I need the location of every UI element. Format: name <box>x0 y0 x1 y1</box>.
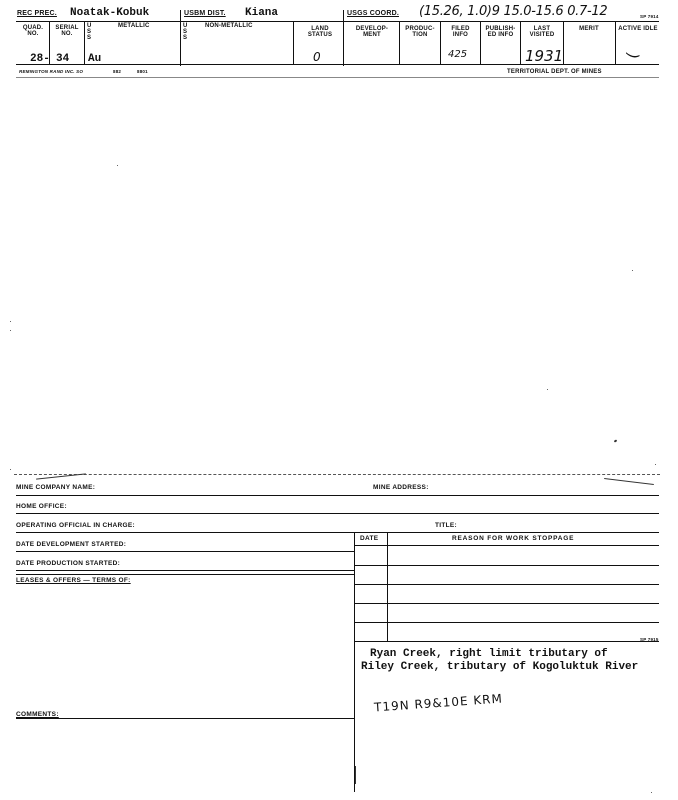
stoppage-row-rule <box>354 584 659 585</box>
col-sep-land <box>293 22 294 64</box>
stoppage-row-rule <box>354 641 659 642</box>
record-active-idle: ) <box>623 53 642 59</box>
col-sep-usgs <box>343 10 344 66</box>
col-land-status: LAND STATUS <box>307 26 333 38</box>
title-label: TITLE: <box>435 522 458 529</box>
scan-speck <box>547 389 548 390</box>
col-sep-active <box>615 22 616 64</box>
date-column-divider <box>387 532 388 641</box>
scan-speck <box>10 321 11 322</box>
stoppage-row-rule <box>354 565 659 566</box>
form-number-bottom: SP 7915 <box>640 637 659 642</box>
stoppage-row-rule <box>354 603 659 604</box>
scan-speck <box>10 330 11 331</box>
col-sep-production <box>399 22 400 64</box>
department-name: TERRITORIAL DEPT. OF MINES <box>507 69 602 75</box>
col-active-idle: ACTIVE IDLE <box>618 26 658 32</box>
location-note-line1: Ryan Creek, right limit tributary of <box>370 648 608 660</box>
operating-official-label: OPERATING OFFICIAL IN CHARGE: <box>16 522 135 529</box>
col-development: DEVELOP-MENT <box>355 26 389 38</box>
date-production-label: DATE PRODUCTION STARTED: <box>16 560 121 567</box>
col-published-info: PUBLISH-ED INFO <box>485 26 516 38</box>
col-metallic: METALLIC <box>118 23 150 29</box>
scan-speck <box>10 469 11 470</box>
scan-speck <box>655 464 656 465</box>
scan-speck <box>117 165 118 166</box>
record-last-visited: 1931 <box>525 47 564 65</box>
mine-address-label: MINE ADDRESS: <box>373 484 429 491</box>
row-rule <box>16 570 354 571</box>
col-sep-last <box>520 22 521 64</box>
col-uss-nonmetallic: U S S <box>183 23 188 41</box>
usbm-dist-value: Kiana <box>245 7 279 19</box>
stoppage-row-rule <box>354 622 659 623</box>
card-top-edge <box>14 474 660 475</box>
scan-speck <box>632 270 633 271</box>
col-sep-published <box>480 22 481 64</box>
usgs-coord-label: USGS COORD. <box>347 10 399 17</box>
middle-divider <box>354 532 355 792</box>
col-last-visited: LAST VISITED <box>529 26 555 38</box>
col-non-metallic: NON-METALLIC <box>205 23 253 29</box>
rec-prec-value: Noatak-Kobuk <box>70 7 150 19</box>
leases-label: LEASES & OFFERS — TERMS OF: <box>16 577 131 584</box>
record-serial-no: 34 <box>56 53 70 65</box>
col-sep-metallic <box>84 22 85 64</box>
card-bottom-rule <box>16 77 659 78</box>
scan-mark <box>355 766 356 784</box>
row-rule <box>16 513 659 514</box>
record-metallic: Au <box>88 53 102 65</box>
record-land-status: 0 <box>313 50 321 64</box>
col-serial-no: SERIAL NO. <box>55 25 79 37</box>
stoppage-date-header: DATE <box>360 535 379 542</box>
col-sep-usbm <box>180 10 181 66</box>
record-quad-no: 28- <box>30 53 50 65</box>
col-sep-filed <box>440 22 441 64</box>
col-production: PRODUC-TION <box>405 26 435 38</box>
township-note: T19N R9&10E KRM <box>373 691 504 715</box>
mine-company-name-label: MINE COMPANY NAME: <box>16 484 96 491</box>
comments-label: COMMENTS: <box>16 711 59 718</box>
usgs-coord-value: (15.26, 1.0)9 15.0-15.6 0.7-12 <box>419 4 608 19</box>
row-rule <box>16 551 354 552</box>
row-rule <box>16 574 354 575</box>
stoppage-header-rule <box>354 545 659 546</box>
printer-code-a: 882 <box>113 69 122 74</box>
rec-prec-label: REC PREC. <box>17 10 57 17</box>
form-number-top: SP 7914 <box>640 14 659 19</box>
usbm-dist-label: USBM DIST. <box>184 10 226 17</box>
printer-name: REMINGTON RAND INC. SO <box>19 69 84 74</box>
col-merit: MERIT <box>579 26 599 32</box>
printer-code-b: 8801 <box>137 69 148 74</box>
scan-speck <box>651 792 652 793</box>
comments-rule <box>16 718 354 719</box>
col-uss-metallic: U S S <box>87 23 92 41</box>
row-rule <box>16 532 659 533</box>
scan-speck <box>614 439 618 442</box>
record-filed-info: 425 <box>448 49 468 60</box>
col-filed-info: FILED INFO <box>451 26 470 38</box>
date-development-label: DATE DEVELOPMENT STARTED: <box>16 541 127 548</box>
stoppage-reason-header: REASON FOR WORK STOPPAGE <box>452 535 575 542</box>
home-office-label: HOME OFFICE: <box>16 503 67 510</box>
col-quad-no: QUAD. NO. <box>22 25 44 37</box>
scan-mark <box>604 478 654 485</box>
row-rule <box>16 495 659 496</box>
location-note-line2: Riley Creek, tributary of Kogoluktuk River <box>361 661 639 673</box>
